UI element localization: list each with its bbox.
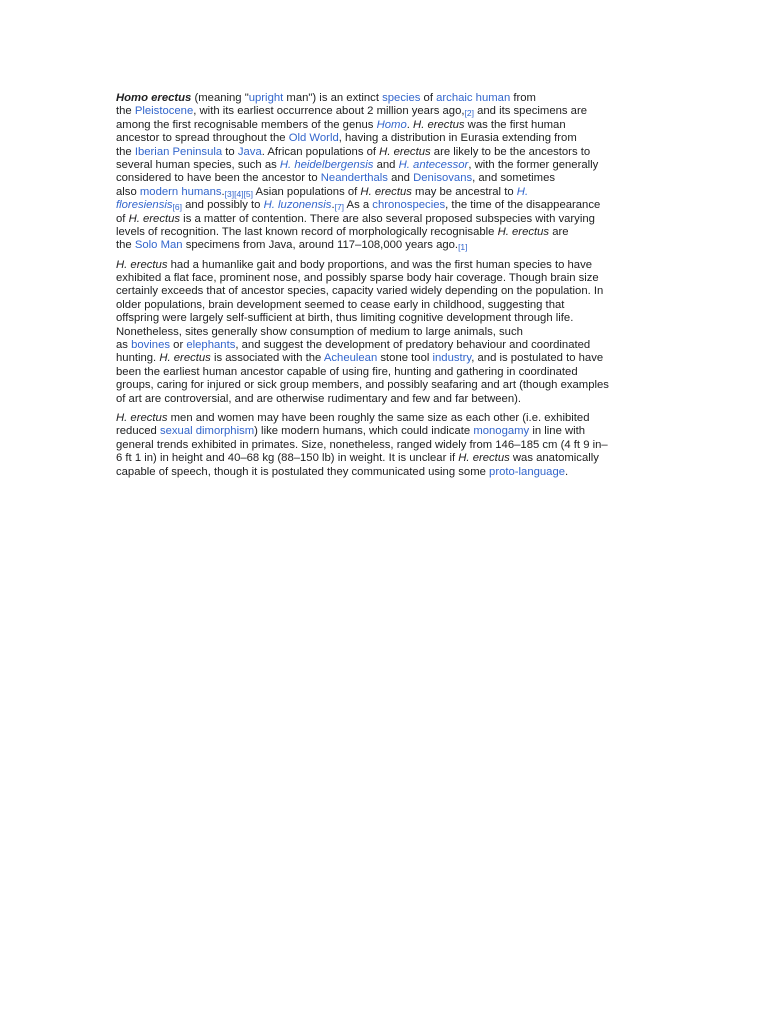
text-run: is associated with the <box>210 352 324 365</box>
text-line <box>116 239 656 252</box>
italic-term: H. erectus <box>116 411 168 424</box>
text-run: and <box>387 172 414 185</box>
text-line <box>116 146 656 159</box>
text-run: , with the former generally <box>468 158 599 171</box>
text-run: certainly exceeds that of ancestor species, capacity varied widely depending on the population. In <box>116 285 604 298</box>
text-run: and possibly to <box>181 199 264 212</box>
article-subject: Homo erectus <box>116 92 192 104</box>
text-run: and <box>373 158 399 171</box>
text-line <box>116 285 656 298</box>
text-run: to <box>222 145 238 158</box>
text-run: levels of recognition. The last known record of morphologically recognisable <box>116 225 498 238</box>
text-line <box>116 352 656 365</box>
wiki-link[interactable]: archaic human <box>436 92 511 104</box>
text-line <box>116 379 656 392</box>
text-run: Asian populations of <box>253 185 361 198</box>
citation-link[interactable]: [1] <box>458 242 468 253</box>
paragraph-2 <box>116 259 656 406</box>
text-line <box>116 412 656 425</box>
text-run: or <box>170 339 187 352</box>
wiki-link[interactable]: Pleistocene <box>134 105 194 118</box>
text-run: ) like modern humans, which could indicate <box>254 425 474 438</box>
text-run: . <box>565 465 569 478</box>
text-line <box>116 172 656 185</box>
text-run: are likely to be the ancestors to <box>430 145 591 158</box>
text-run: older populations, brain development seemed to cease early in childhood, suggesting that <box>116 298 565 311</box>
text-run: also <box>116 185 140 198</box>
citation-link[interactable]: [7] <box>334 202 345 213</box>
wiki-link[interactable]: modern humans <box>139 185 222 198</box>
text-run: , and suggest the development of predatory behaviour and coordinated <box>235 339 591 352</box>
wiki-link[interactable]: H. antecessor <box>398 158 469 171</box>
text-line <box>116 132 656 145</box>
text-line <box>116 425 656 438</box>
wiki-link[interactable]: monogamy <box>473 425 530 438</box>
italic-term: H. erectus <box>116 258 168 271</box>
text-run: , and is postulated to have <box>471 352 604 365</box>
text-run: , the time of the disappearance <box>445 199 601 212</box>
text-run: offspring were largely self-sufficient at birth, thus limiting cognitive development through life. <box>116 312 574 325</box>
wiki-link[interactable]: Java <box>237 145 262 158</box>
text-line <box>116 226 656 239</box>
wiki-link[interactable]: H. luzonensis <box>263 199 332 212</box>
text-run: was the first human <box>464 118 566 131</box>
text-run: are <box>549 225 569 238</box>
text-run: the <box>116 105 135 118</box>
italic-term: H. erectus <box>159 352 211 365</box>
wiki-link[interactable]: Homo <box>376 118 407 131</box>
text-run: the <box>116 145 135 158</box>
wiki-link[interactable]: Neanderthals <box>320 172 388 185</box>
text-line <box>116 366 656 379</box>
text-run: among the first recognisable members of the genus <box>116 118 377 131</box>
wiki-link[interactable]: sexual dimorphism <box>159 425 255 438</box>
citation-link[interactable]: [3][4][5] <box>224 188 254 199</box>
text-line <box>116 259 656 272</box>
text-line <box>116 159 656 172</box>
text-run: general trends exhibited in primates. Size, nonetheless, ranged widely from 146–185 cm (4 ft 9 in– <box>116 438 608 451</box>
text-run: was anatomically <box>509 452 599 465</box>
italic-term: H. erectus <box>360 185 412 198</box>
text-run: 6 ft 1 in) in height and 40–68 kg (88–150 lb) in weight. It is unclear if <box>116 452 459 465</box>
text-run: in line with <box>529 425 586 438</box>
text-run: is a matter of contention. There are also several proposed subspecies with varying <box>180 212 595 225</box>
text-run: reduced <box>116 425 160 438</box>
text-run: and its specimens are <box>473 105 587 118</box>
text-line <box>116 466 656 479</box>
text-run: As a <box>344 199 373 212</box>
text-run: . <box>221 185 225 198</box>
citation-link[interactable]: [2] <box>464 108 474 119</box>
text-run: of <box>116 212 129 225</box>
article-body <box>116 92 656 485</box>
paragraph-1 <box>116 92 656 253</box>
text-line <box>116 272 656 285</box>
text-run: may be ancestral to <box>411 185 517 198</box>
text-line <box>116 339 656 352</box>
text-line <box>116 92 656 105</box>
text-run: ancestor to spread throughout the <box>116 132 289 145</box>
text-run: , with its earliest occurrence about 2 million years ago, <box>193 105 465 118</box>
text-run: exhibited a flat face, prominent nose, and possibly sparse body hair coverage. Though brain size <box>116 272 599 285</box>
wiki-link[interactable]: Old World <box>288 132 339 145</box>
wiki-link[interactable]: industry <box>432 352 472 365</box>
wiki-link[interactable]: bovines <box>131 339 171 352</box>
text-run: been the earliest human ancestor capable of using fire, hunting and gathering in coordinated <box>116 365 578 378</box>
wiki-link[interactable]: proto-language <box>489 465 566 478</box>
text-run: of <box>420 92 437 104</box>
wiki-link[interactable]: chronospecies <box>372 199 446 212</box>
text-run: . <box>331 199 335 212</box>
text-line <box>116 119 656 132</box>
text-run: Nonetheless, sites generally show consumption of medium to large animals, such <box>116 325 523 338</box>
text-run: had a humanlike gait and body proportions, and was the first human species to have <box>167 258 593 271</box>
wiki-link[interactable]: upright <box>248 92 284 104</box>
text-run: capable of speech, though it is postulated they communicated using some <box>116 465 490 478</box>
text-run: man") is an extinct <box>283 92 383 104</box>
italic-term: H. erectus <box>128 212 181 225</box>
text-run: . African populations of <box>261 145 380 158</box>
wiki-link[interactable]: floresiensis <box>116 199 173 212</box>
wiki-link[interactable]: elephants <box>186 339 236 352</box>
wiki-link[interactable]: species <box>382 92 421 104</box>
wiki-link[interactable]: Iberian Peninsula <box>134 145 223 158</box>
text-line <box>116 312 656 325</box>
text-run: considered to have been the ancestor to <box>116 172 321 185</box>
text-run: stone tool <box>377 352 433 365</box>
wiki-link[interactable]: H. <box>516 185 529 198</box>
italic-term: H. erectus <box>379 145 431 158</box>
text-run: as <box>116 339 132 352</box>
italic-term: H. erectus <box>413 118 465 131</box>
text-run: , having a distribution in Eurasia extending from <box>338 132 577 145</box>
citation-link[interactable]: [6] <box>172 202 182 213</box>
text-run: specimens from Java, around 117–108,000 years ago. <box>182 239 459 252</box>
text-run: . <box>406 118 414 131</box>
text-run: men and women may have been roughly the same size as each other (i.e. exhibited <box>167 411 590 424</box>
italic-term: H. erectus <box>458 452 510 465</box>
text-line <box>116 213 656 226</box>
paragraph-3 <box>116 412 656 479</box>
text-line <box>116 393 656 406</box>
text-line <box>116 186 656 199</box>
text-run: hunting. <box>116 352 160 365</box>
text-run: , and sometimes <box>472 172 556 185</box>
wiki-link[interactable]: Solo Man <box>134 239 183 252</box>
text-line <box>116 439 656 452</box>
text-run: of art are controversial, and are otherwise rudimentary and few and far between). <box>116 392 522 405</box>
wiki-link[interactable]: Denisovans <box>413 172 473 185</box>
text-run: the <box>116 239 135 252</box>
italic-term: H. erectus <box>497 225 550 238</box>
text-run: (meaning " <box>191 92 249 104</box>
wiki-link[interactable]: H. heidelbergensis <box>279 158 374 171</box>
text-line <box>116 452 656 465</box>
text-line <box>116 199 656 212</box>
text-run: several human species, such as <box>116 158 280 171</box>
text-run: from <box>510 92 536 104</box>
text-line <box>116 299 656 312</box>
text-line <box>116 105 656 118</box>
text-line <box>116 326 656 339</box>
wiki-link[interactable]: Acheulean <box>323 352 378 365</box>
text-run: groups, caring for injured or sick group members, and possibly seafaring and art (though examples <box>116 379 609 392</box>
